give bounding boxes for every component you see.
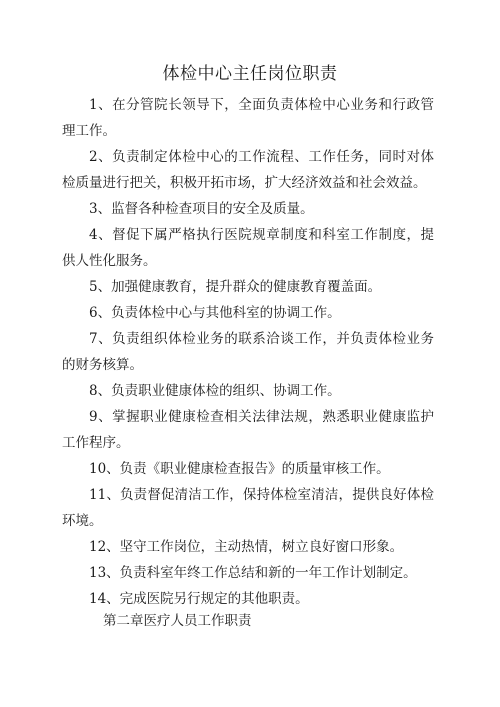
duty-item-11: 11、负责督促清洁工作，保持体检室清洁，提供良好体检环境。 [62, 487, 434, 529]
duty-item-10: 10、负责《职业健康检查报告》的质量审核工作。 [89, 461, 390, 477]
duty-item-3: 3、监督各种检查项目的安全及质量。 [89, 201, 314, 217]
duty-item-1: 1、在分管院长领导下，全面负责体检中心业务和行政管理工作。 [62, 97, 434, 139]
duty-item-9: 9、掌握职业健康检查相关法律法规，熟悉职业健康监护工作程序。 [62, 409, 434, 451]
chapter-heading: 第二章医疗人员工作职责 [103, 613, 252, 629]
duty-item-7: 7、负责组织体检业务的联系洽谈工作，并负责体检业务的财务核算。 [62, 331, 434, 373]
duty-item-5: 5、加强健康教育，提升群众的健康教育覆盖面。 [89, 279, 382, 295]
duties-list [62, 92, 434, 612]
duty-item-14: 14、完成医院另行规定的其他职责。 [89, 591, 309, 607]
duty-item-4: 4、督促下属严格执行医院规章制度和科室工作制度，提供人性化服务。 [62, 227, 434, 269]
duty-item-12: 12、坚守工作岗位，主动热情，树立良好窗口形象。 [89, 539, 404, 555]
duty-item-6: 6、负责体检中心与其他科室的协调工作。 [89, 305, 341, 321]
duty-item-8: 8、负责职业健康体检的组织、协调工作。 [89, 383, 341, 399]
document-title: 体检中心主任岗位职责 [162, 64, 338, 84]
duty-item-13: 13、负责科室年终工作总结和新的一年工作计划制定。 [89, 565, 417, 581]
duty-item-2: 2、负责制定体检中心的工作流程、工作任务，同时对体检质量进行把关，积极开拓市场，扩大经济效益和社会效益。 [62, 149, 434, 191]
